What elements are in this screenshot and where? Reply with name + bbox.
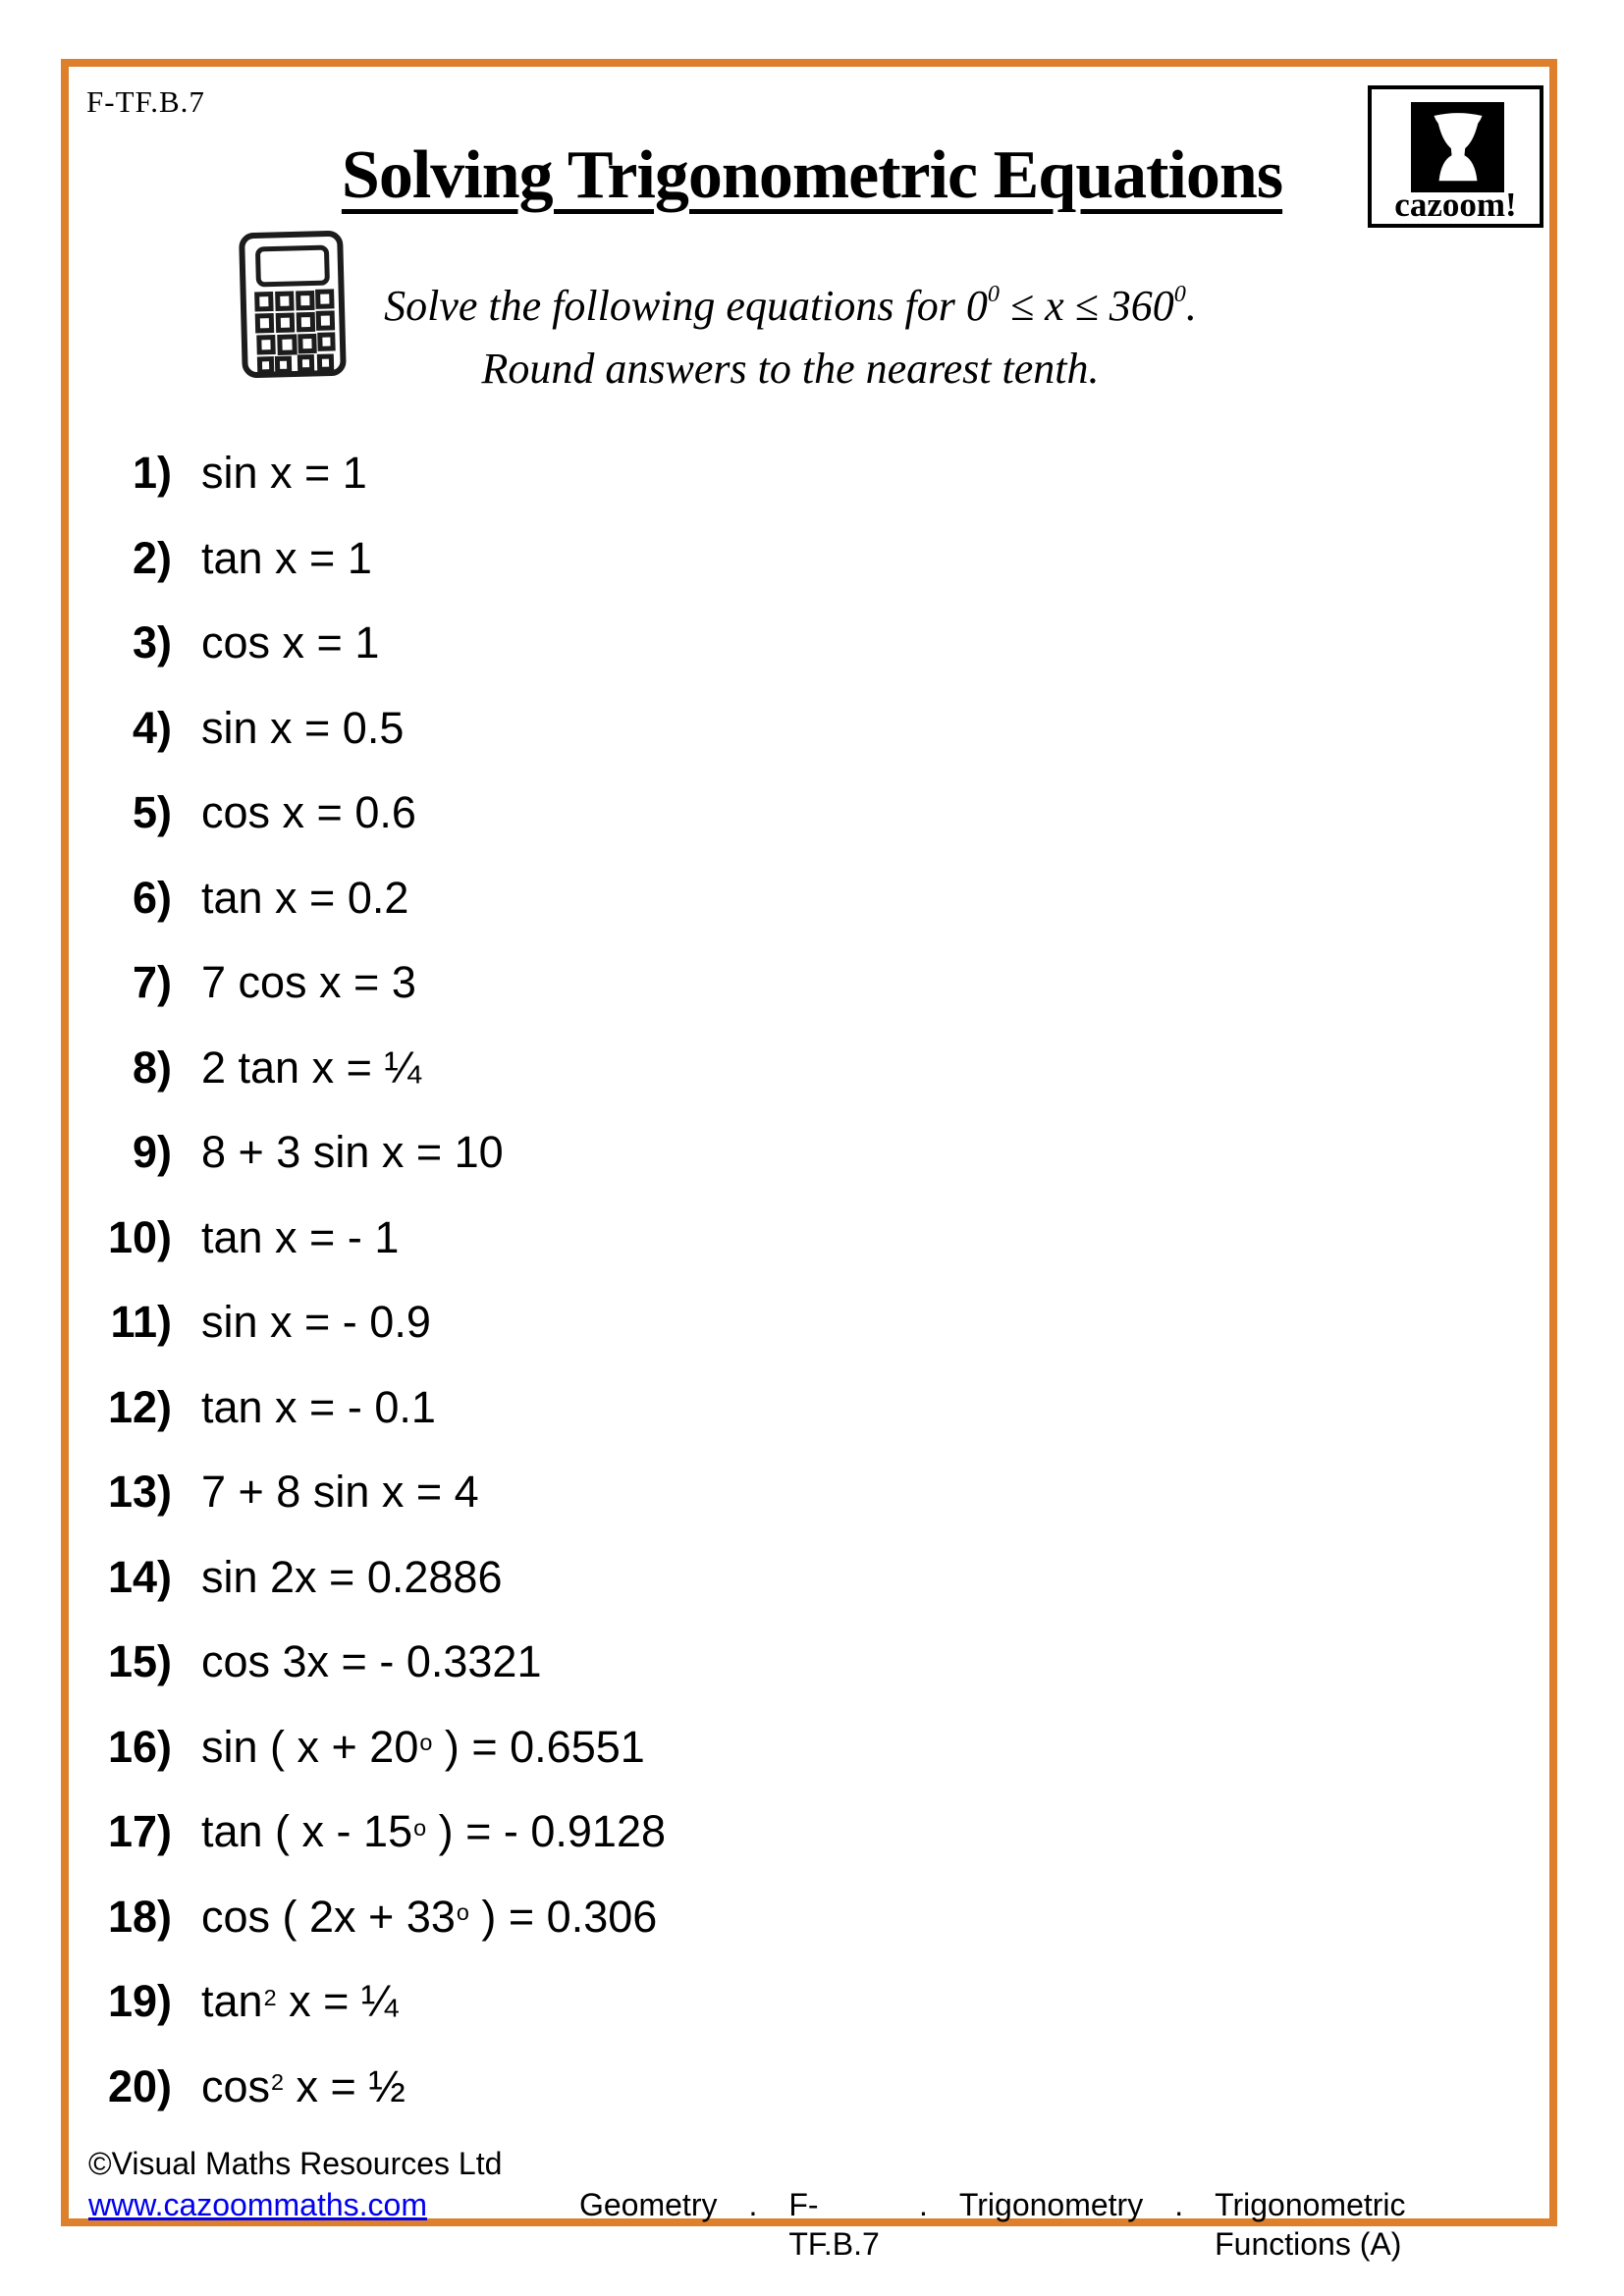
- question-row: [83, 1976, 1262, 2064]
- cazoommaths-link[interactable]: www.cazoommaths.com: [88, 2187, 427, 2222]
- question-list: [83, 448, 1262, 2149]
- degree-sup: 0: [1173, 280, 1186, 307]
- question-equation: tan x = 0.2: [201, 872, 409, 923]
- degree-sup: o: [413, 1814, 427, 1841]
- category-separator: .: [919, 2187, 928, 2222]
- degree-sup: o: [419, 1730, 433, 1756]
- question-number: 15): [107, 1636, 172, 1686]
- squared-sup: 2: [263, 1984, 277, 2010]
- question-equation: 2 tan x = ¼: [201, 1041, 421, 1093]
- question-number: 11): [110, 1297, 172, 1347]
- category-item: F-TF.B.7: [788, 2187, 880, 2262]
- question-equation: cos x = 1: [201, 617, 380, 667]
- question-equation: tan ( x - 15$^o$ ) = - 0.9128: [201, 1806, 667, 1856]
- question-equation: sin x = 0.5: [201, 702, 405, 753]
- question-row: [83, 532, 1262, 621]
- question-equation: $\tan^2 x$ = ¼: [201, 1976, 399, 2026]
- question-number: 3): [132, 617, 172, 667]
- question-number: 16): [107, 1721, 172, 1772]
- degree-sup: o: [456, 1899, 469, 1926]
- question-row: [83, 2060, 1262, 2150]
- question-row: [83, 787, 1262, 876]
- question-number: 2): [132, 532, 172, 583]
- category-item: Trigonometric Functions (A): [1215, 2187, 1406, 2262]
- question-row: [83, 1469, 1262, 1555]
- footer: [88, 2144, 1532, 2264]
- logo-brand-text: cazoom!: [1394, 186, 1517, 224]
- drum-icon: [1411, 102, 1504, 192]
- question-number: 10): [107, 1211, 172, 1262]
- question-row: [83, 1806, 1262, 1895]
- standard-code: F-TF.B.7: [86, 84, 205, 119]
- question-row: [83, 448, 1262, 536]
- question-equation: tan x = - 1: [201, 1211, 400, 1262]
- category-breadcrumb: [579, 2185, 1532, 2264]
- question-equation: sin x = - 0.9: [201, 1297, 431, 1347]
- page-title-text: Solving Trigonometric Equations: [341, 136, 1283, 213]
- question-row: [83, 1211, 1262, 1301]
- question-number: 19): [107, 1976, 172, 2026]
- question-equation: cos x = 0.6: [201, 787, 416, 837]
- degree-sup: 0: [987, 280, 1000, 307]
- question-number: 13): [107, 1467, 172, 1517]
- squared-sup: 2: [271, 2069, 285, 2096]
- question-number: 14): [107, 1551, 172, 1602]
- question-number: 20): [107, 2060, 172, 2111]
- question-equation: sin 2x = 0.2886: [201, 1551, 503, 1602]
- question-number: 17): [107, 1806, 172, 1856]
- category-item: Geometry: [578, 2187, 718, 2222]
- question-number: 9): [132, 1127, 172, 1177]
- question-equation: sin ( $x + 20^o$ ) = 0.6551: [201, 1721, 645, 1772]
- category-item: Trigonometry: [958, 2187, 1144, 2222]
- question-row: [83, 957, 1262, 1045]
- question-equation: cos 3x = - 0.3321: [201, 1636, 542, 1686]
- question-row: [83, 1551, 1262, 1640]
- question-row: [83, 1891, 1262, 1980]
- question-row: [83, 1381, 1262, 1470]
- category-separator: .: [748, 2187, 758, 2222]
- category-separator: .: [1174, 2187, 1184, 2222]
- question-row: [83, 1636, 1262, 1725]
- question-row: [83, 1721, 1262, 1810]
- instructions-line2: Round answers to the nearest tenth.: [481, 345, 1100, 393]
- question-equation: cos ( $2x + 33^o$ ) = 0.306: [201, 1891, 658, 1942]
- question-equation: tan x = 1: [201, 532, 372, 583]
- question-equation: tan x = - 0.1: [201, 1381, 436, 1432]
- question-row: [83, 702, 1262, 791]
- question-row: [83, 1127, 1262, 1215]
- question-number: 4): [132, 702, 172, 753]
- question-number: 1): [132, 448, 172, 498]
- question-row: [83, 617, 1262, 706]
- question-equation: sin x = 1: [201, 448, 367, 498]
- question-number: 6): [132, 872, 172, 923]
- question-number: 18): [107, 1891, 172, 1942]
- footer-line2: [88, 2185, 1532, 2264]
- question-row: [83, 872, 1262, 961]
- question-row: [83, 1041, 1262, 1131]
- question-equation: $\cos^2 x$ = ½: [201, 2060, 406, 2111]
- instructions: [314, 275, 1267, 400]
- question-equation: 7 + 8 sin x = 4: [201, 1467, 479, 1517]
- cazoom-logo: [1368, 85, 1543, 228]
- question-number: 7): [132, 957, 172, 1007]
- question-row: [83, 1297, 1262, 1385]
- question-number: 5): [132, 787, 172, 837]
- question-number: 12): [107, 1381, 172, 1432]
- question-equation: 7 cos x = 3: [201, 957, 416, 1007]
- question-equation: 8 + 3 sin x = 10: [201, 1127, 504, 1177]
- copyright-text: ©Visual Maths Resources Ltd: [88, 2146, 503, 2181]
- question-number: 8): [132, 1041, 172, 1093]
- instructions-line1: Solve the following equations for $0^0 \le x \le 360^0$.: [384, 280, 1197, 330]
